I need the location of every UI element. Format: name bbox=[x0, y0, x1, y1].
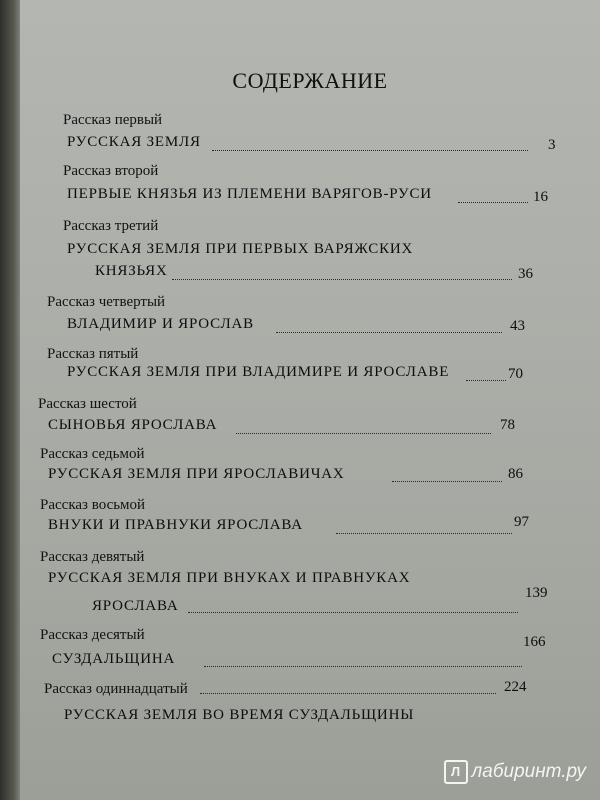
entry-title: СЫНОВЬЯ ЯРОСЛАВА bbox=[48, 417, 218, 433]
page-number: 3 bbox=[548, 137, 556, 153]
leader-dots bbox=[204, 666, 522, 667]
entry-title: ПЕРВЫЕ КНЯЗЬЯ ИЗ ПЛЕМЕНИ ВАРЯГОВ-РУСИ bbox=[67, 186, 432, 202]
entry-title: РУССКАЯ ЗЕМЛЯ ВО ВРЕМЯ СУЗДАЛЬЩИНЫ bbox=[64, 707, 415, 723]
entry-label: Рассказ первый bbox=[63, 112, 163, 128]
leader-dots bbox=[200, 693, 496, 694]
page-number: 70 bbox=[508, 366, 523, 382]
entry-label: Рассказ пятый bbox=[47, 346, 139, 362]
entry-label: Рассказ одиннадцатый bbox=[44, 681, 188, 697]
entry-label: Рассказ четвертый bbox=[47, 294, 166, 310]
entry-label: Рассказ второй bbox=[63, 163, 159, 179]
entry-label: Рассказ восьмой bbox=[40, 497, 146, 513]
entry-label: Рассказ третий bbox=[63, 218, 159, 234]
toc-page bbox=[20, 0, 600, 800]
page-number: 139 bbox=[525, 585, 548, 601]
entry-label: Рассказ десятый bbox=[40, 627, 145, 643]
page-number: 36 bbox=[518, 266, 533, 282]
leader-dots bbox=[392, 481, 502, 482]
entry-title: РУССКАЯ ЗЕМЛЯ ПРИ ВНУКАХ И ПРАВНУКАХ bbox=[48, 570, 411, 586]
leader-dots bbox=[458, 202, 528, 203]
leader-dots bbox=[276, 332, 502, 333]
entry-title: ВЛАДИМИР И ЯРОСЛАВ bbox=[67, 316, 254, 332]
entry-title: СУЗДАЛЬЩИНА bbox=[52, 651, 176, 667]
page-number: 78 bbox=[500, 417, 515, 433]
watermark-text: лабиринт.ру bbox=[471, 761, 586, 782]
leader-dots bbox=[212, 150, 528, 151]
page-number: 86 bbox=[508, 466, 523, 482]
leader-dots bbox=[172, 279, 512, 280]
adjacent-page-edge bbox=[0, 0, 22, 800]
page-number: 166 bbox=[523, 634, 546, 650]
entry-label: Рассказ девятый bbox=[40, 549, 145, 565]
entry-label: Рассказ шестой bbox=[38, 396, 137, 412]
page-number: 43 bbox=[510, 318, 525, 334]
leader-dots bbox=[336, 533, 512, 534]
entry-title: ВНУКИ И ПРАВНУКИ ЯРОСЛАВА bbox=[48, 517, 303, 533]
entry-title: РУССКАЯ ЗЕМЛЯ ПРИ ПЕРВЫХ ВАРЯЖСКИХ bbox=[67, 241, 414, 257]
entry-title-continued: КНЯЗЬЯХ bbox=[95, 263, 168, 279]
leader-dots bbox=[188, 612, 518, 613]
entry-title-continued: ЯРОСЛАВА bbox=[92, 598, 179, 614]
page-number: 97 bbox=[514, 514, 529, 530]
entry-title: РУССКАЯ ЗЕМЛЯ ПРИ ВЛАДИМИРЕ И ЯРОСЛАВЕ bbox=[67, 364, 450, 380]
page-number: 224 bbox=[504, 679, 527, 695]
page-title: СОДЕРЖАНИЕ bbox=[232, 68, 388, 93]
leader-dots bbox=[236, 433, 491, 434]
entry-title: РУССКАЯ ЗЕМЛЯ bbox=[67, 134, 201, 150]
entry-title: РУССКАЯ ЗЕМЛЯ ПРИ ЯРОСЛАВИЧАХ bbox=[48, 466, 345, 482]
entry-label: Рассказ седьмой bbox=[40, 446, 145, 462]
labirint-logo-icon: Л bbox=[444, 760, 468, 784]
watermark-logo bbox=[444, 760, 586, 784]
leader-dots bbox=[466, 380, 506, 381]
page-number: 16 bbox=[533, 189, 548, 205]
